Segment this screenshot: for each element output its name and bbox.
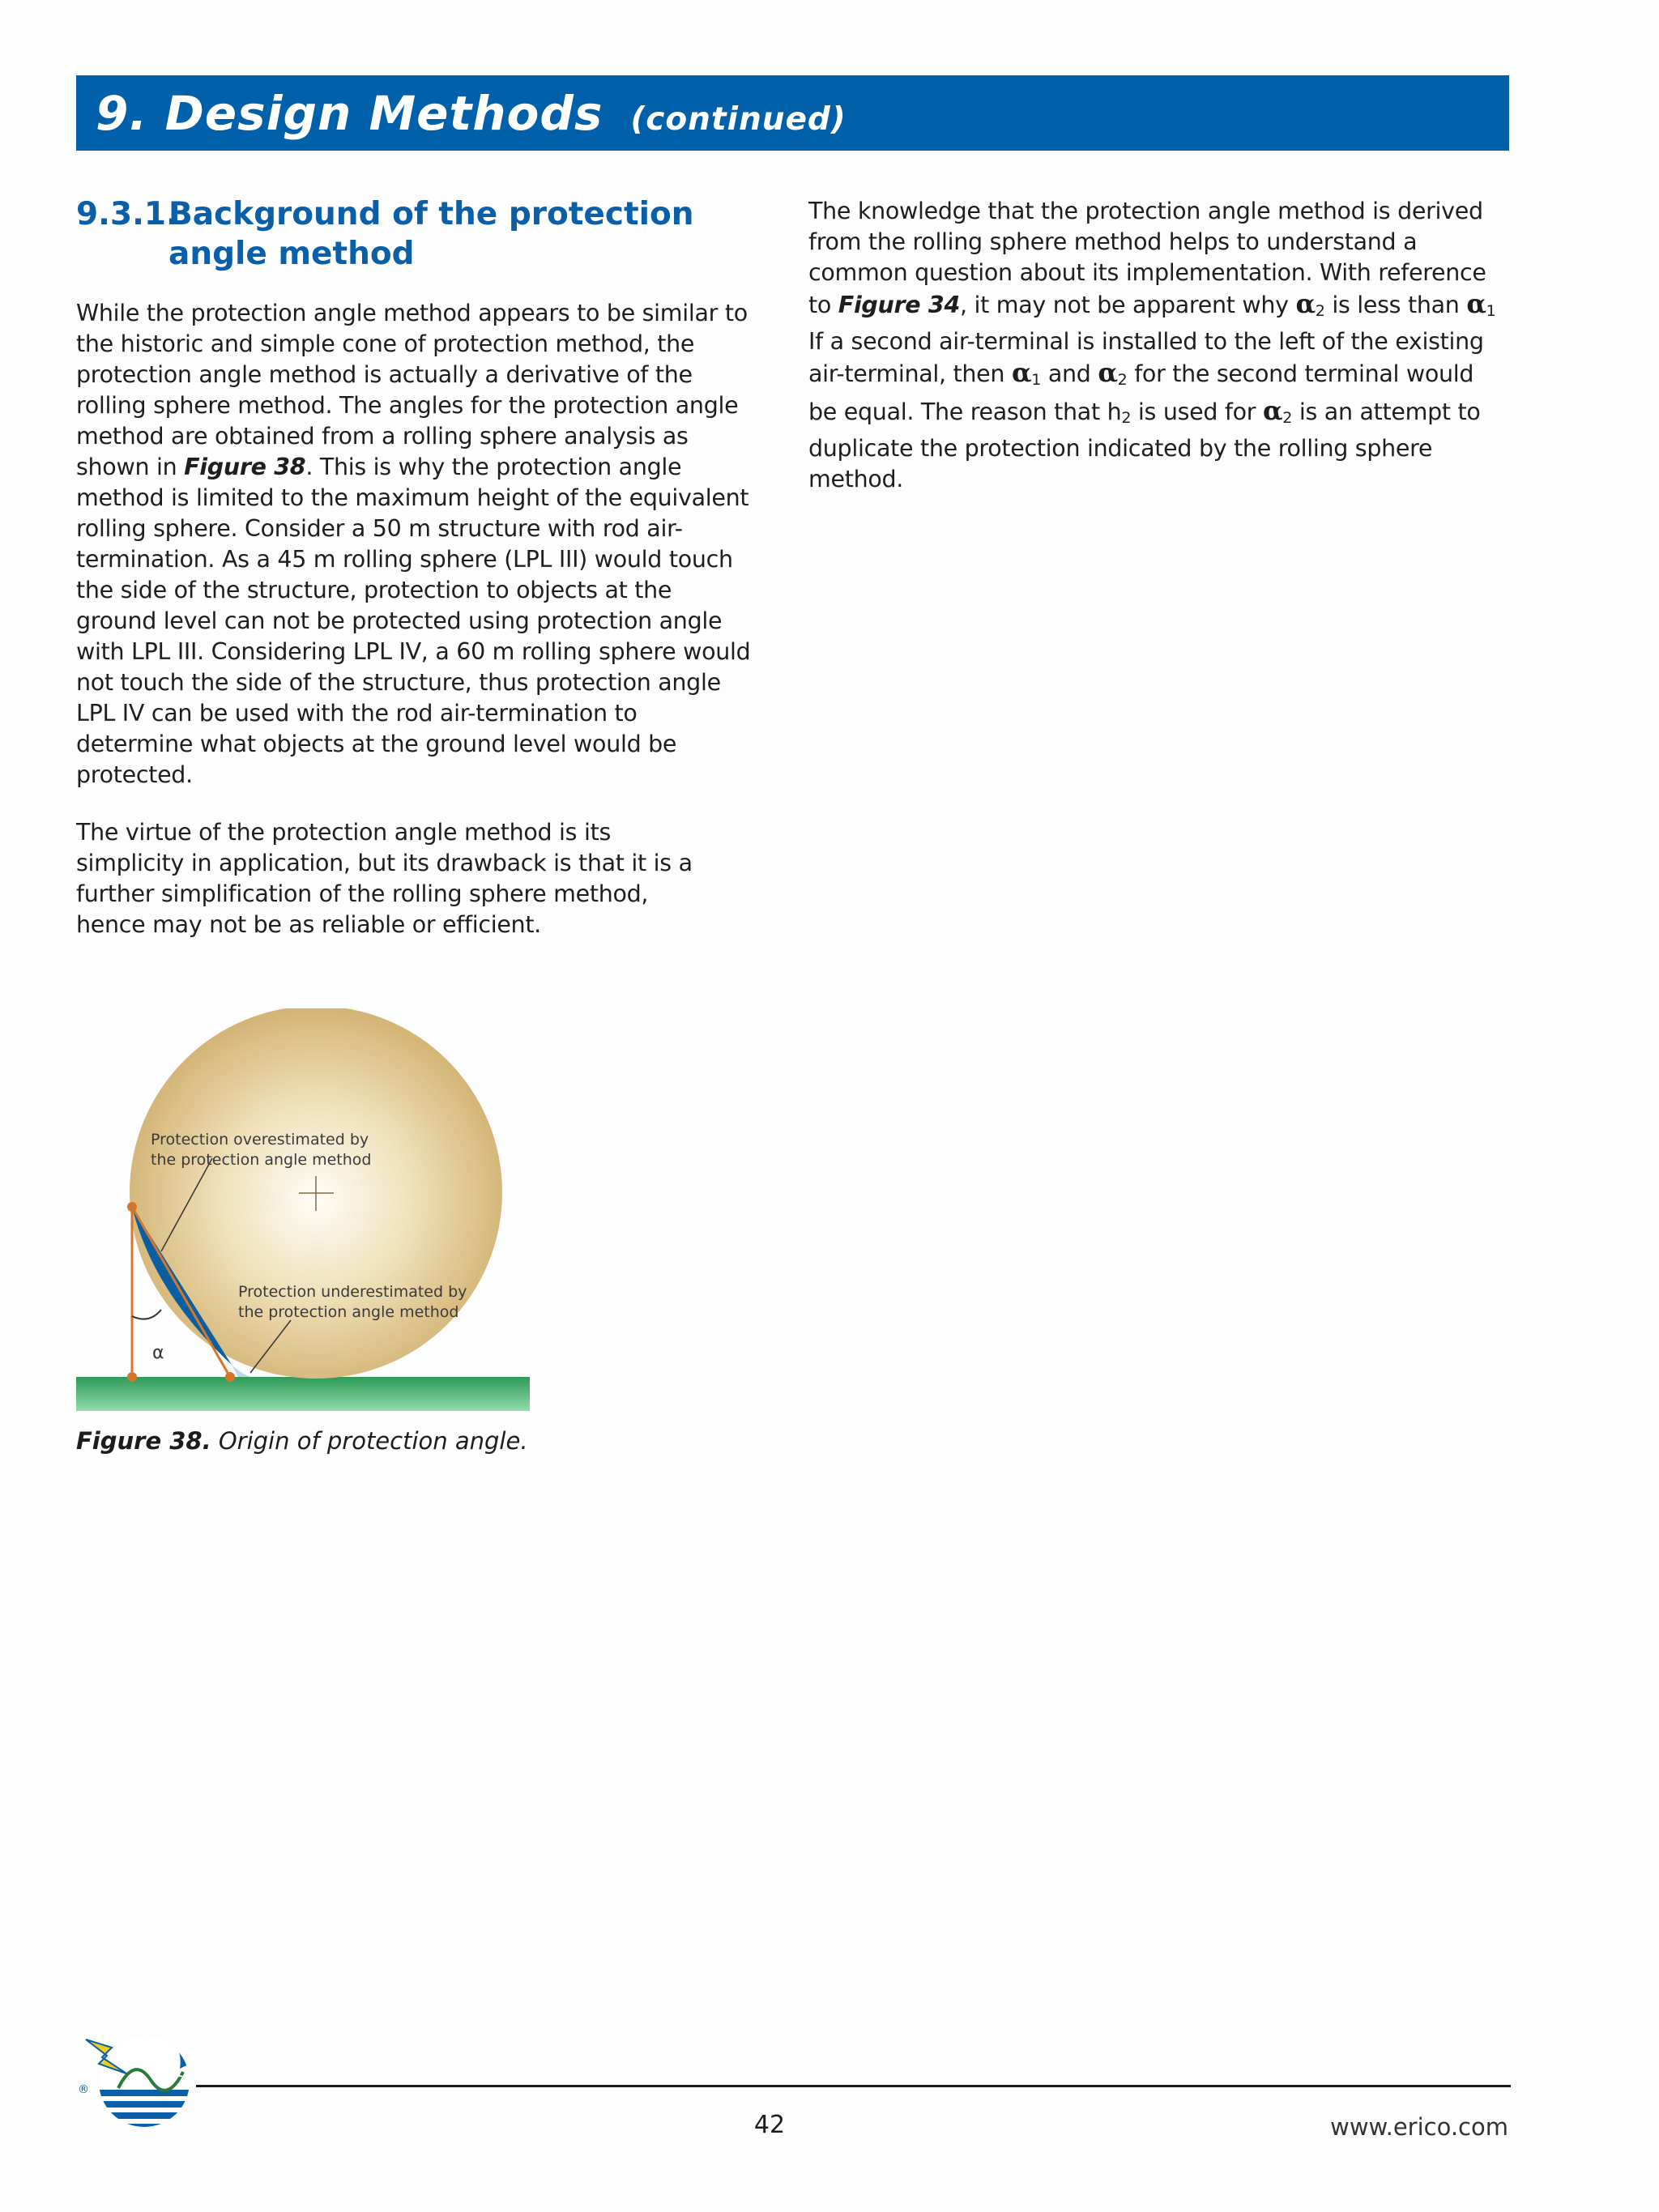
figure-38-reference: Figure 38 xyxy=(184,454,306,480)
logo-text: ERITECH xyxy=(143,2053,194,2084)
paragraph-2: The virtue of the protection angle method is its simplicity in application, but its drawback is that it is a further simplification of the rolling sphere method, hence may not be as reliable or efficient. xyxy=(76,819,693,938)
right-paragraph xyxy=(808,196,1505,495)
ground xyxy=(76,1377,530,1411)
eritech-logo-graphic xyxy=(70,2015,199,2145)
alpha-label: α xyxy=(152,1343,164,1363)
cone-ground-point xyxy=(225,1372,235,1382)
footer-rule xyxy=(196,2085,1511,2087)
chapter-subtitle: (continued) xyxy=(630,101,847,138)
subscript: 1 xyxy=(1031,371,1042,389)
right-column xyxy=(808,196,1505,495)
section-number: 9.3.1. xyxy=(76,196,178,232)
paragraph-1-text: While the protection angle method appears to be similar to the historic and simple cone of protection method, the protection angle method is actually a derivative of the rolling sphere method. The angles for the protection angle method are obtained from a rolling sphere analysis as shown in xyxy=(76,300,748,480)
section-title-line1: Background of the protection xyxy=(168,196,694,232)
alpha-symbol: α xyxy=(1262,395,1283,426)
figure-38 xyxy=(76,1008,530,1430)
alpha-symbol: α xyxy=(1098,357,1118,388)
figure-caption-text: Origin of protection angle. xyxy=(211,1427,528,1455)
right-text-3: is less than xyxy=(1324,292,1467,318)
right-text-2: , it may not be apparent why xyxy=(959,292,1296,318)
right-text-8: is an attempt to duplicate the protection indicated by the rolling sphere method. xyxy=(808,399,1481,492)
registered-mark: ® xyxy=(78,2083,89,2096)
underestimated-label-line1: Protection underestimated by xyxy=(238,1283,467,1301)
right-text-6: for the second terminal would be equal. The reason that h xyxy=(808,360,1474,425)
section-title-line2: angle method xyxy=(168,236,415,272)
alpha-symbol: α xyxy=(1466,288,1486,319)
subscript: 2 xyxy=(1315,302,1325,320)
right-text-1: The knowledge that the protection angle method is derived from the rolling sphere method helps to understand a common question about its implementation. With reference to xyxy=(808,198,1486,318)
rolling-sphere-diagram xyxy=(76,1008,530,1430)
rod-tip-point xyxy=(127,1202,137,1212)
subscript: 1 xyxy=(1486,302,1496,320)
alpha-symbol: α xyxy=(1011,357,1032,388)
page-number: 42 xyxy=(753,2111,786,2139)
subscript: 2 xyxy=(1117,371,1128,389)
figure-caption xyxy=(76,1427,528,1455)
subscript: 2 xyxy=(1121,409,1132,427)
website-url: www.erico.com xyxy=(1330,2113,1508,2141)
underestimated-region xyxy=(232,1365,251,1377)
rod-base-point xyxy=(127,1372,137,1382)
section-heading xyxy=(76,194,757,274)
alpha-arc xyxy=(132,1310,161,1319)
right-text-5: and xyxy=(1041,360,1098,387)
overestimated-label-line1: Protection overestimated by xyxy=(151,1131,369,1149)
overestimated-label-line2: the protection angle method xyxy=(151,1151,372,1169)
underestimated-label-line2: the protection angle method xyxy=(238,1303,459,1321)
subscript: 2 xyxy=(1282,409,1293,427)
paragraph-1-text-cont: . This is why the protection angle method is limited to the maximum height of the equivalent rolling sphere. Consider a 50 m structure with rod air-termination. As a 45 m rolling sphere (LPL III) would touch the side of the structure, protection to objects at the ground level can not be protected using protection angle with LPL III. Considering LPL IV, a 60 m rolling sphere would not touch the side of the structure, thus protection angle LPL IV can be used with the rod air-termination to determine what objects at the ground level would be protected. xyxy=(76,454,751,788)
eritech-logo xyxy=(70,2015,199,2145)
chapter-title: 9. Design Methods xyxy=(96,86,603,141)
alpha-symbol: α xyxy=(1295,288,1316,319)
paragraph-1 xyxy=(76,298,757,791)
right-text-4: If a second air-terminal is installed to the left of the existing air-terminal, then xyxy=(808,328,1484,387)
figure-34-reference: Figure 34 xyxy=(838,292,960,318)
page-header xyxy=(96,81,847,146)
right-text-7: is used for xyxy=(1131,399,1263,425)
left-column xyxy=(76,194,757,940)
figure-caption-ref: Figure 38. xyxy=(76,1427,211,1455)
